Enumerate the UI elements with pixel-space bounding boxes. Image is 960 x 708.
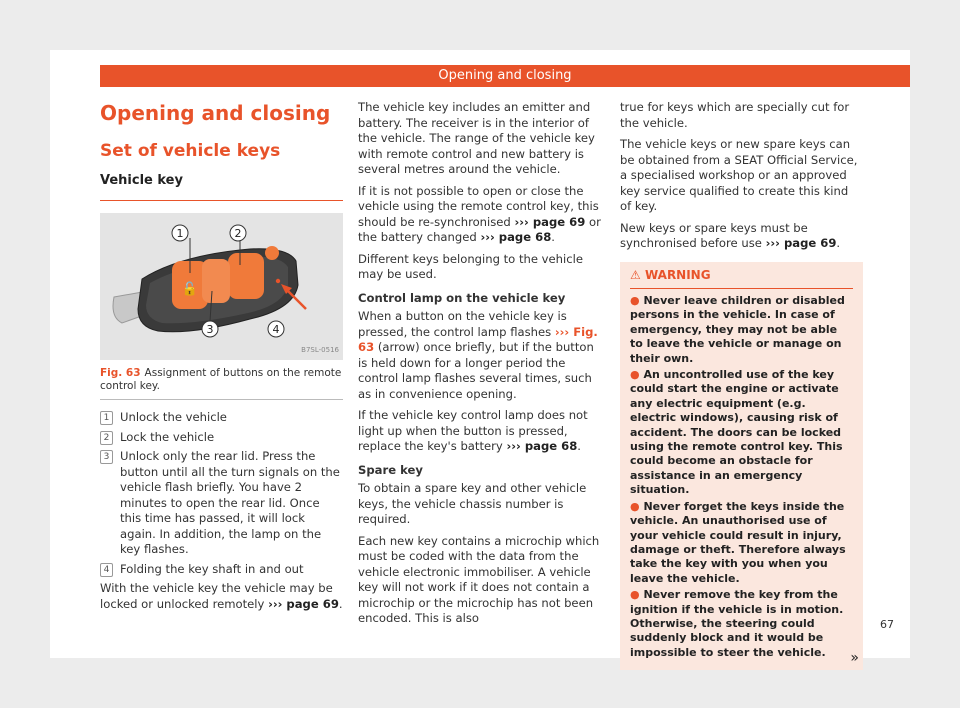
warning-item: ● Never remove the key from the ignition if the vehicle is in motion. Otherwise, the steering could suddenly block and it would be impossible to steer the vehicle. xyxy=(630,588,844,659)
paragraph: The vehicle key includes an emitter and battery. The receiver is in the interior of the vehicle. The range of the vehicle key with remote control and new battery is several metres around the vehicle. xyxy=(358,100,595,176)
item-number: 2 xyxy=(100,431,113,445)
warning-item: ● An uncontrolled use of the key could start the engine or activate any electric equipment (e.g. electric windows), causing risk of accident. The doors can be locked using the remote control key. This could become an obstacle for assistance in an emergency situation. xyxy=(630,368,843,497)
key-figure xyxy=(100,213,343,360)
title-rule xyxy=(100,200,343,201)
warning-box xyxy=(620,262,863,671)
figure-link[interactable]: ››› Fig. 63 xyxy=(358,324,598,354)
figure-caption xyxy=(100,367,343,393)
callout-4: 4 xyxy=(272,323,280,336)
column-3 xyxy=(620,100,863,670)
paragraph: Different keys belonging to the vehicle may be used. xyxy=(358,251,583,281)
list-item xyxy=(100,430,343,446)
list-item xyxy=(100,562,343,578)
subsection-title: Vehicle key xyxy=(100,173,183,188)
lock-button-shape xyxy=(228,253,264,299)
paragraph: true for keys which are specially cut for the vehicle. xyxy=(620,100,850,130)
figure-code: B7SL-0516 xyxy=(301,345,339,354)
continue-icon: » xyxy=(850,649,859,666)
item-text: Unlock the vehicle xyxy=(120,410,227,424)
callout-1: 1 xyxy=(176,227,184,240)
warning-title: ⚠ WARNING xyxy=(630,268,853,290)
page-link[interactable]: ››› page 68 xyxy=(480,230,552,244)
section-title: Set of vehicle keys xyxy=(100,141,281,161)
trunk-button-shape xyxy=(202,259,230,303)
paragraph: New keys or spare keys must be synchronised before use ››› page 69. xyxy=(620,220,841,250)
item-number: 1 xyxy=(100,411,113,425)
item-text: Folding the key shaft in and out xyxy=(120,561,304,576)
subheading: Control lamp on the vehicle key xyxy=(358,290,566,305)
page-link[interactable]: ››› page 68 xyxy=(506,439,578,453)
paragraph: To obtain a spare key and other vehicle keys, the vehicle chassis number is required. xyxy=(358,481,587,526)
figure-ref: Fig. 63 xyxy=(100,367,141,379)
remote-lock-paragraph: With the vehicle key the vehicle may be locked or unlocked remotely ››› page 69. xyxy=(100,581,343,611)
warning-item: ● Never forget the keys inside the vehicle. An unauthorised use of your vehicle could result in injury, damage or theft. Therefore always take the key with you when you leave the vehicle. xyxy=(630,499,846,585)
paragraph: The vehicle keys or new spare keys can be obtained from a SEAT Official Service, a specialised workshop or an approved key service qualified to create this kind of key. xyxy=(620,137,858,213)
button-list xyxy=(100,410,343,577)
caption-text: Assignment of buttons on the remote control key. xyxy=(100,367,342,392)
item-text: Unlock only the rear lid. Press the button until all the turn signals on the vehicle flash briefly. You have 2 minutes to open the rear lid. Once this time has passed, it will lock again. In addition, the lamp on the key flashes. xyxy=(120,449,340,556)
paragraph: When a button on the vehicle key is pressed, the control lamp flashes ››› Fig. 63 (arrow) once briefly, but if the button is held down for a longer period the control lamp flashes several times, such as in convenience opening. xyxy=(358,309,598,401)
list-item xyxy=(100,449,343,558)
caption-rule xyxy=(100,399,343,400)
item-number: 4 xyxy=(100,563,113,577)
list-item xyxy=(100,410,343,426)
warning-item: ● Never leave children or disabled persons in the vehicle. In case of emergency, they may not be able to leave the vehicle or manage on their own. xyxy=(630,294,845,365)
column-1 xyxy=(100,100,343,618)
paragraph: If the vehicle key control lamp does not light up when the button is pressed, replace the key's battery ››› page 68. xyxy=(358,408,588,453)
item-number: 3 xyxy=(100,450,113,464)
page-link[interactable]: ››› page 69 xyxy=(268,596,339,611)
page-link[interactable]: ››› page 69 xyxy=(765,236,837,250)
page-link[interactable]: ››› page 69 xyxy=(514,214,586,229)
page-number: 67 xyxy=(880,618,894,631)
warning-icon: ⚠ xyxy=(630,267,641,282)
paragraph: Each new key contains a microchip which must be coded with the data from the vehicle electronic immobiliser. A vehicle key will not work if it does not contain a microchip or the microchip has not been encoded. This is also xyxy=(358,533,600,625)
manual-page xyxy=(50,50,910,666)
callout-3: 3 xyxy=(206,323,214,336)
paragraph: If it is not possible to open or close the vehicle using the remote control key, this should be re-synchronised ››› page 69 or the battery changed ››› page 68. xyxy=(358,183,601,244)
item-text: Lock the vehicle xyxy=(120,429,215,444)
vehicle-key-illustration xyxy=(100,213,343,360)
column-2 xyxy=(358,100,601,633)
svg-text:🔓: 🔓 xyxy=(181,282,199,297)
subheading: Spare key xyxy=(358,462,423,477)
chapter-title: Opening and closing xyxy=(100,101,331,125)
running-header: Opening and closing xyxy=(100,65,910,87)
callout-2: 2 xyxy=(234,227,242,240)
